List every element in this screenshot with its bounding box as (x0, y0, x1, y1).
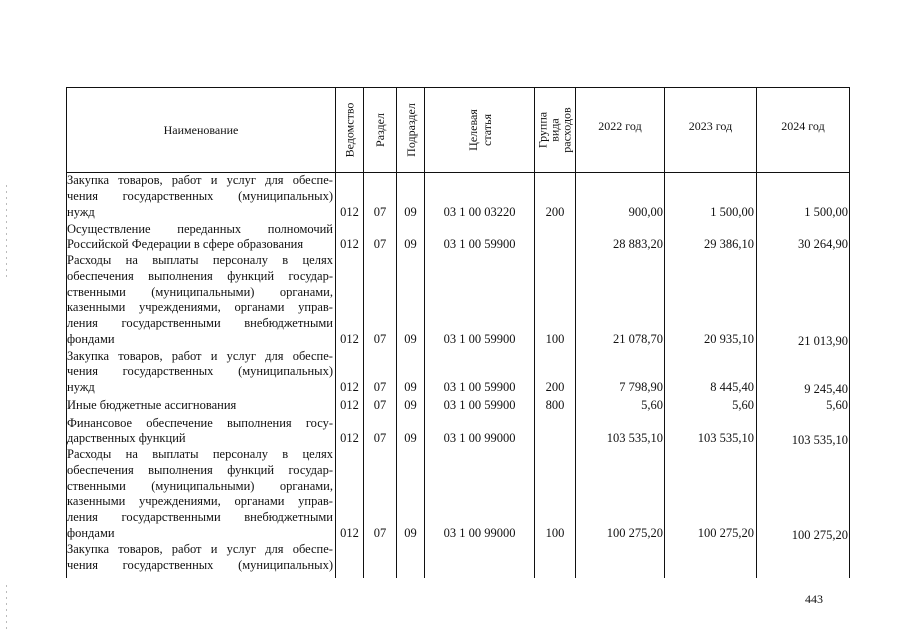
row-name-line: ственными (муниципальными) органами, (67, 478, 333, 493)
cell-2024: 30 264,90 (798, 237, 848, 252)
cell-razdel: 07 (373, 204, 387, 219)
cell-podrazdel: 09 (404, 332, 417, 346)
header-podrazdel: Подраздел (403, 103, 418, 157)
row-name-line: Закупка товаров, работ и услуг для обеспе- (67, 542, 333, 556)
cell-vedomstvo: 012 (340, 204, 359, 219)
header-2023: 2023 год (688, 118, 733, 133)
cell-2022: 103 535,10 (606, 431, 663, 446)
header-name: Наименование (163, 122, 239, 137)
cell-2022: 100 275,20 (606, 526, 663, 540)
row-name-line: Осуществление переданных полномочий (67, 221, 333, 236)
cell-2023: 5,60 (732, 397, 754, 412)
table-column-divider (849, 87, 850, 578)
cell-2023: 8 445,40 (710, 380, 754, 395)
row-name (67, 253, 333, 348)
row-name-line: ственными (муниципальными) органами, (67, 284, 333, 299)
cell-razdel: 07 (373, 332, 387, 346)
cell-gruppa: 100 (545, 332, 565, 346)
cell-2022: 5,60 (641, 397, 663, 412)
cell-razdel: 07 (373, 397, 387, 412)
row-name-line: фондами (67, 331, 115, 346)
row-name (67, 349, 333, 396)
page-number: 443 (805, 592, 823, 606)
cell-vedomstvo: 012 (340, 431, 359, 446)
row-name-line: дарственных функций (67, 431, 186, 446)
row-name-line: ления государственными внебюджетными (67, 510, 333, 525)
row-name (67, 222, 333, 254)
cell-razdel: 07 (373, 431, 387, 446)
cell-celevaya-statya: 03 1 00 99000 (443, 526, 516, 540)
cell-podrazdel: 09 (404, 380, 417, 395)
header-vedomstvo: Ведомство (342, 102, 357, 158)
cell-2024: 1 500,00 (804, 204, 848, 219)
cell-2023: 29 386,10 (704, 237, 754, 252)
cell-2022: 900,00 (628, 204, 663, 219)
header-celevaya-statya: Целевая статья (465, 109, 494, 151)
row-name-line: нужд (67, 204, 95, 219)
cell-vedomstvo: 012 (340, 397, 359, 412)
cell-celevaya-statya: 03 1 00 59900 (443, 380, 516, 395)
row-name-line: обеспечения выполнения функций государ- (67, 462, 333, 477)
cell-2024: 21 013,90 (798, 334, 848, 348)
row-name-line: казенными учреждениями, органами управ- (67, 494, 333, 509)
header-2022: 2022 год (598, 118, 642, 133)
row-name-line: фондами (67, 525, 115, 540)
cell-2022: 28 883,20 (613, 237, 663, 252)
row-name-line: казенными учреждениями, органами управ- (67, 300, 333, 315)
row-name-line: Расходы на выплаты персоналу в целях (67, 447, 333, 461)
cell-gruppa: 100 (545, 526, 565, 540)
cell-podrazdel: 09 (404, 431, 417, 446)
cell-2023: 1 500,00 (710, 204, 754, 219)
row-name-line: Иные бюджетные ассигнования (67, 397, 237, 412)
cell-celevaya-statya: 03 1 00 03220 (443, 204, 516, 219)
cell-podrazdel: 09 (404, 526, 417, 540)
row-name-line: Российской Федерации в сфере образования (67, 237, 304, 252)
cell-razdel: 07 (373, 237, 387, 252)
cell-vedomstvo: 012 (340, 380, 359, 395)
row-name-line: ления государственными внебюджетными (67, 316, 333, 331)
cell-podrazdel: 09 (404, 204, 417, 219)
cell-2023: 100 275,20 (697, 526, 754, 540)
row-name-line: Закупка товаров, работ и услуг для обеспе- (67, 173, 333, 187)
cell-celevaya-statya: 03 1 00 99000 (443, 431, 516, 446)
row-name-line: чения государственных (муниципальных) (67, 557, 333, 572)
cell-2022: 21 078,70 (613, 332, 663, 346)
cell-celevaya-statya: 03 1 00 59900 (443, 397, 516, 412)
cell-gruppa: 200 (545, 380, 565, 395)
row-name-line: чения государственных (муниципальных) (67, 364, 333, 379)
header-gruppa-vida-rashodov: Группа вида расходов (536, 107, 574, 153)
cell-celevaya-statya: 03 1 00 59900 (443, 332, 516, 346)
cell-2023: 103 535,10 (697, 431, 754, 446)
cell-2024: 100 275,20 (791, 528, 848, 542)
cell-vedomstvo: 012 (340, 332, 359, 346)
row-name (67, 398, 333, 414)
header-2024: 2024 год (781, 118, 825, 133)
cell-razdel: 07 (373, 380, 387, 395)
row-name-line: обеспечения выполнения функций государ- (67, 268, 333, 283)
row-name (67, 447, 333, 542)
cell-vedomstvo: 012 (340, 526, 359, 540)
row-name-line: Расходы на выплаты персоналу в целях (67, 253, 333, 267)
cell-podrazdel: 09 (404, 397, 417, 412)
cell-celevaya-statya: 03 1 00 59900 (443, 237, 516, 252)
cell-2023: 20 935,10 (704, 332, 754, 346)
row-name (67, 542, 333, 574)
cell-2022: 7 798,90 (619, 380, 663, 395)
cell-2024: 103 535,10 (791, 433, 848, 448)
scan-margin-artifact (6, 185, 7, 280)
row-name-line: Финансовое обеспечение выполнения госу- (67, 415, 333, 430)
row-name (67, 173, 333, 220)
cell-vedomstvo: 012 (340, 237, 359, 252)
cell-gruppa: 200 (545, 204, 565, 219)
cell-razdel: 07 (373, 526, 387, 540)
header-razdel: Раздел (373, 113, 388, 147)
row-name-line: нужд (67, 380, 95, 395)
row-name-line: чения государственных (муниципальных) (67, 188, 333, 203)
cell-gruppa: 800 (545, 397, 565, 412)
row-name (67, 416, 333, 448)
scan-margin-artifact (6, 585, 7, 630)
cell-podrazdel: 09 (404, 237, 417, 252)
cell-2024: 9 245,40 (804, 382, 848, 397)
row-name-line: Закупка товаров, работ и услуг для обеспе- (67, 348, 333, 363)
cell-2024: 5,60 (826, 397, 848, 412)
